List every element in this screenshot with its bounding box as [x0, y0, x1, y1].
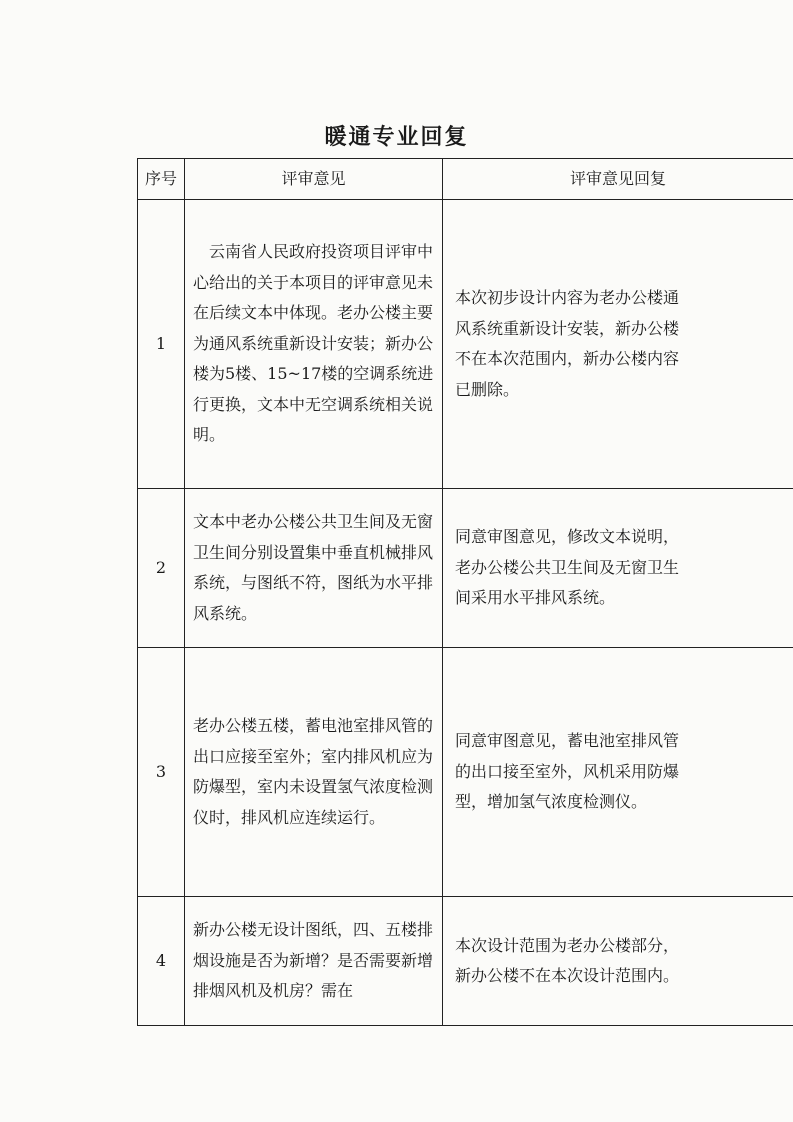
- header-number: 序号: [138, 159, 185, 200]
- table-row: [138, 897, 793, 1026]
- review-reply: 同意审图意见，蓄电池室排风管的出口接至室外，风机采用防爆型，增加氢气浓度检测仪。: [455, 731, 680, 812]
- review-comment: 云南省人民政府投资项目评审中心给出的关于本项目的评审意见未在后续文本中体现。老办公楼主要为通风系统重新设计安装；新办公楼为5楼、15~17楼的空调系统进行更换，文本中无空调系统相关说明。: [185, 200, 443, 489]
- row-number: 3: [138, 648, 185, 897]
- table-header-row: [138, 159, 793, 200]
- review-reply-cell: [443, 489, 793, 648]
- review-reply-cell: [443, 200, 793, 489]
- review-reply-cell: [443, 648, 793, 897]
- table-row: [138, 200, 793, 489]
- review-reply-cell: [443, 897, 793, 1026]
- review-comment: 新办公楼无设计图纸，四、五楼排烟设施是否为新增？是否需要新增排烟风机及机房？需在: [185, 897, 443, 1026]
- row-number: 4: [138, 897, 185, 1026]
- review-comment: 老办公楼五楼，蓄电池室排风管的出口应接至室外；室内排风机应为防爆型，室内未设置氢气浓度检测仪时，排风机应连续运行。: [185, 648, 443, 897]
- review-reply: 本次初步设计内容为老办公楼通风系统重新设计安装，新办公楼不在本次范围内，新办公楼内容已删除。: [455, 288, 680, 399]
- row-number: 2: [138, 489, 185, 648]
- review-reply: 同意审图意见，修改文本说明，老办公楼公共卫生间及无窗卫生间采用水平排风系统。: [455, 527, 680, 608]
- review-table: [137, 158, 793, 1026]
- review-reply: 本次设计范围为老办公楼部分，新办公楼不在本次设计范围内。: [455, 935, 680, 985]
- table-row: [138, 648, 793, 897]
- row-number: 1: [138, 200, 185, 489]
- page-title: 暖通专业回复: [324, 125, 469, 150]
- table-row: [138, 489, 793, 648]
- review-comment: 文本中老办公楼公共卫生间及无窗卫生间分别设置集中垂直机械排风系统，与图纸不符，图纸为水平排风系统。: [185, 489, 443, 648]
- header-comment: 评审意见: [185, 159, 443, 200]
- header-reply: 评审意见回复: [443, 159, 793, 200]
